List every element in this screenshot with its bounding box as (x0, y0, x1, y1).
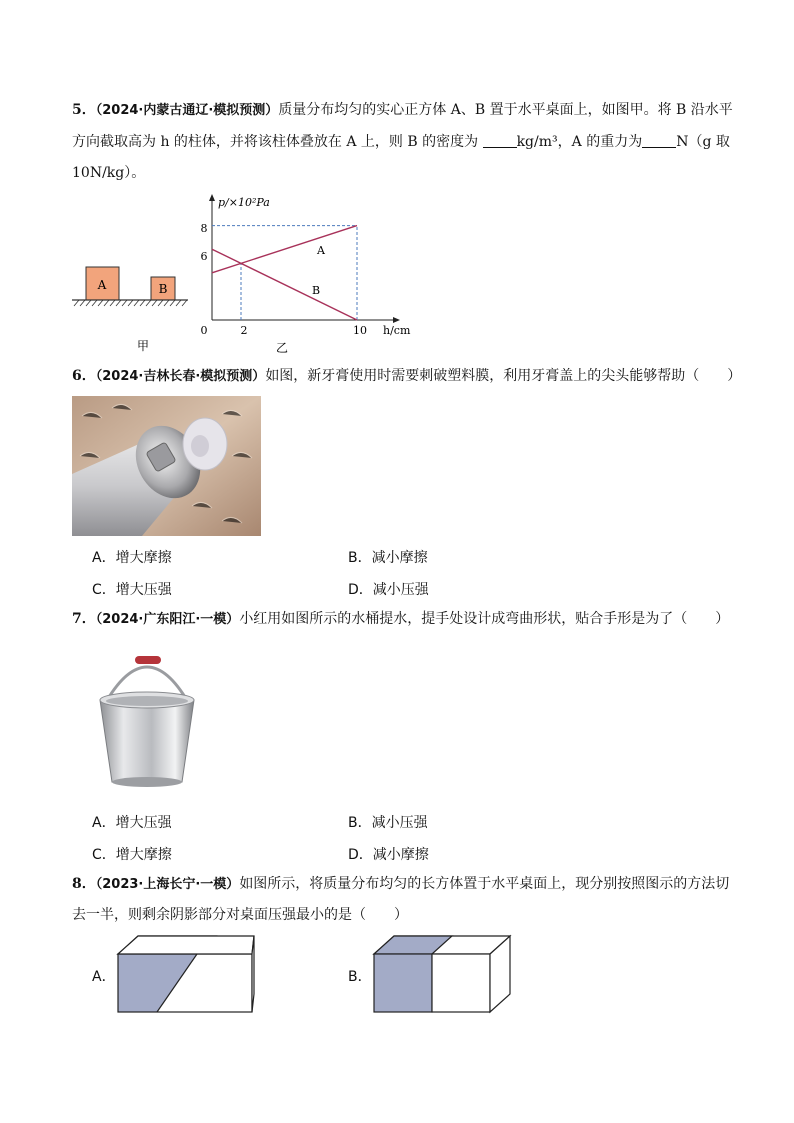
q5-blank-weight[interactable] (642, 133, 676, 148)
cube-a-label: A (97, 278, 107, 292)
q5-source: （2024·内蒙古通辽·模拟预测） (95, 103, 279, 118)
origin-label: 0 (200, 324, 208, 337)
q7-option-a[interactable]: A．增大压强 (92, 815, 172, 831)
toothpaste-photo (72, 396, 261, 536)
q8-option-a[interactable]: A． (92, 969, 116, 985)
bucket-photo (92, 650, 202, 795)
series-line-A (212, 226, 357, 273)
q7-option-c[interactable]: C．增大摩擦 (92, 847, 172, 863)
q6-option-a[interactable]: A．增大摩擦 (92, 550, 172, 566)
bucket-base (112, 777, 182, 787)
q5-line-3: 10N/kg）。 (72, 165, 146, 181)
y-tick-6: 6 (200, 250, 208, 263)
x-axis-label: h/cm (383, 324, 411, 337)
bucket-body (100, 700, 194, 782)
q8-option-a-figure[interactable] (116, 934, 256, 1016)
q8-number: 8． (72, 876, 96, 892)
q6-option-c[interactable]: C．增大压强 (92, 582, 172, 598)
q7-option-b[interactable]: B．减小压强 (348, 815, 428, 831)
bucket-inner (106, 696, 188, 706)
cube-b-label: B (158, 282, 168, 296)
block-b-white-half (432, 954, 490, 1012)
y-axis-arrow (209, 194, 215, 201)
q6-source: （2024·吉林长春·模拟预测） (95, 369, 266, 384)
q8-text-1: 如图所示，将质量分布均匀的长方体置于水平桌面上，现分别按照图示的方法切 (239, 876, 730, 892)
block-a-side (252, 936, 254, 1012)
q8-option-b-figure[interactable] (372, 934, 512, 1016)
q6-number: 6． (72, 368, 96, 384)
q5-text-2c: N（g 取 (676, 134, 730, 150)
q7-option-d[interactable]: D．减小摩擦 (348, 847, 429, 863)
figure-jia-caption: 甲 (136, 339, 150, 353)
y-tick-8: 8 (200, 222, 208, 235)
q7-source: （2024·广东阳江·一模） (95, 612, 240, 627)
q6-option-d[interactable]: D．减小压强 (348, 582, 429, 598)
q7-line-1 (72, 609, 729, 630)
x-tick-10: 10 (353, 324, 367, 337)
figure-yi-graph (195, 192, 425, 357)
series-line-B (212, 249, 357, 320)
bucket-grip (135, 656, 161, 664)
q8-source: （2023·上海长宁·一模） (95, 877, 240, 892)
x-tick-2: 2 (240, 324, 248, 337)
block-b-shaded-half (374, 954, 432, 1012)
cap-tip (191, 435, 209, 457)
q6-option-b[interactable]: B．减小摩擦 (348, 550, 428, 566)
q6-line-1 (72, 366, 741, 387)
series-b-label: B (312, 284, 321, 297)
q7-number: 7． (72, 611, 96, 627)
q5-line-2 (72, 132, 730, 152)
q5-number: 5． (72, 102, 96, 118)
q5-text-2b: kg/m³，A 的重力为 (516, 134, 643, 150)
series-a-label: A (317, 244, 325, 257)
q7-text: 小红用如图所示的水桶提水，提手处设计成弯曲形状，贴合手形是为了（ ） (239, 611, 730, 627)
q8-line-1 (72, 874, 729, 895)
q5-text-1: 质量分布均匀的实心正方体 A、B 置于水平桌面上，如图甲。将 B 沿水平 (278, 102, 733, 118)
y-axis-label: p/×10²Pa (218, 196, 270, 209)
q5-blank-density[interactable] (483, 133, 517, 148)
x-axis-arrow (393, 317, 400, 323)
table-hatching (74, 300, 187, 306)
q5-line-1 (72, 100, 733, 121)
q8-option-b[interactable]: B． (348, 969, 372, 985)
block-a-top-face (118, 936, 254, 954)
q6-text: 如图，新牙膏使用时需要刺破塑料膜，利用牙膏盖上的尖头能够帮助（ ） (265, 368, 742, 384)
q8-line-2: 去一半，则剩余阴影部分对桌面压强最小的是（ ） (72, 907, 408, 923)
q5-text-2a: 方向截取高为 h 的柱体，并将该柱体叠放在 A 上，则 B 的密度为 (72, 134, 479, 150)
figure-jia (70, 262, 190, 357)
figure-yi-caption: 乙 (275, 341, 289, 355)
